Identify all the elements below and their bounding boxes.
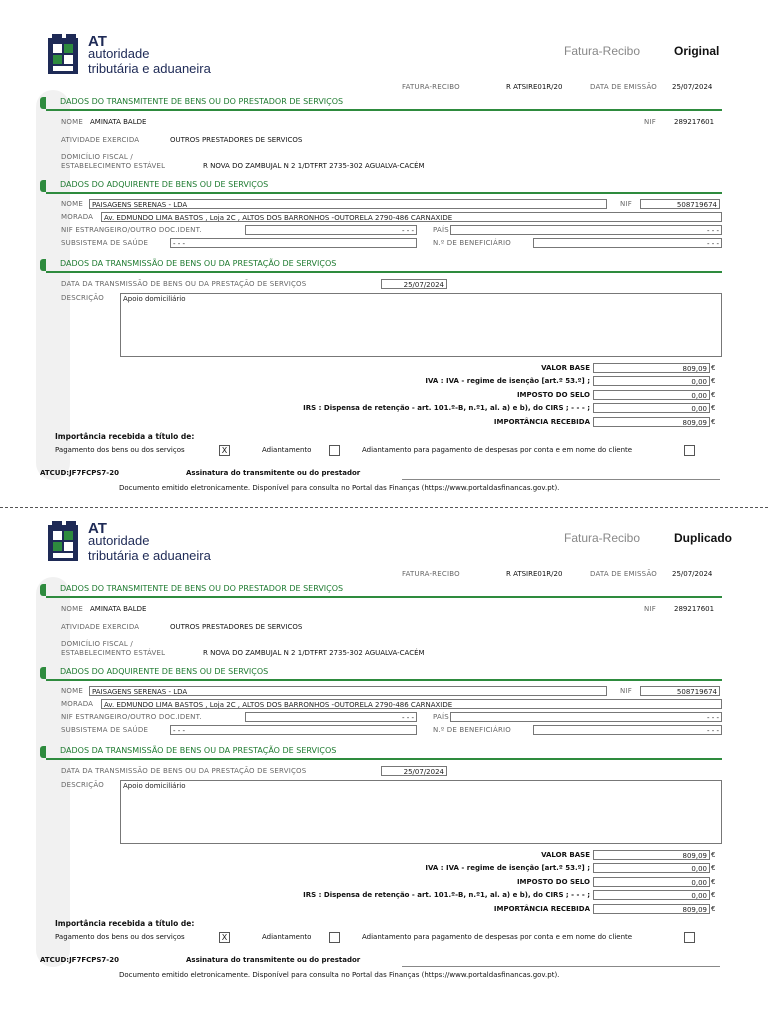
section-rule [46,758,722,760]
foreign-nif-label: NIF ESTRANGEIRO/OUTRO DOC.IDENT. [61,713,202,721]
activity-value: OUTROS PRESTADORES DE SERVICOS [170,623,303,631]
description-field: Apoio domiciliário [120,293,722,357]
logo-line-2: tributária e aduaneira [88,61,211,76]
beneficiary-label: N.º DE BENEFICIÁRIO [433,239,511,247]
currency-symbol: € [711,404,716,412]
buyer-nif-field: 508719674 [640,199,720,209]
transaction-section-header [36,746,722,760]
base-value-label: VALOR BASE [541,851,590,859]
beneficiary-field: - - - [533,238,722,248]
beneficiary-label: N.º DE BENEFICIÁRIO [433,726,511,734]
section-bar [40,97,46,109]
received-amount-field: 809,09 [593,417,710,427]
transaction-section-title: DADOS DA TRANSMISSÃO DE BENS OU DA PRESTAÇÃO DE SERVIÇOS [60,746,337,755]
section-rule [46,192,722,194]
logo-line-2: tributária e aduaneira [88,548,211,563]
goods-payment-label: Pagamento dos bens ou dos serviços [55,446,185,454]
advance-label: Adiantamento [262,933,312,941]
buyer-section-title: DADOS DO ADQUIRENTE DE BENS OU DE SERVIÇOS [60,180,269,189]
country-label: PAÍS [433,713,449,721]
section-bar [40,667,46,679]
currency-symbol: € [711,418,716,426]
document-type-title: Fatura-Recibo [564,531,641,545]
base-value-label: VALOR BASE [541,364,590,372]
vat-field: 0,00 [593,376,710,386]
received-amount-label: IMPORTÂNCIA RECEBIDA [493,905,590,913]
stamp-duty-field: 0,00 [593,877,710,887]
irs-field: 0,00 [593,403,710,413]
buyer-nif-label: NIF [620,200,632,208]
seller-name: AMINATA BALDE [90,118,147,126]
description-label: DESCRIÇÃO [61,781,104,789]
issue-date-label: DATA DE EMISSÃO [590,570,658,578]
foreign-nif-field: - - - [245,712,417,722]
logo-at-text: AT [88,33,107,50]
seller-nif-label: NIF [644,118,656,126]
vat-field: 0,00 [593,863,710,873]
document-number: R ATSIRE01R/20 [506,83,563,91]
description-label: DESCRIÇÃO [61,294,104,302]
health-subsystem-field: - - - [170,238,417,248]
logo-line-1: autoridade [88,46,150,61]
description-field: Apoio domiciliário [120,780,722,844]
electronic-notice: Documento emitido eletronicamente. Disponível para consulta no Portal das Finanças (https://www.portaldasfinancas.gov.pt). [119,484,560,492]
transaction-section-title: DADOS DA TRANSMISSÃO DE BENS OU DA PRESTAÇÃO DE SERVIÇOS [60,259,337,268]
currency-symbol: € [711,905,716,913]
document-type-label: FATURA-RECIBO [402,83,460,91]
foreign-nif-label: NIF ESTRANGEIRO/OUTRO DOC.IDENT. [61,226,202,234]
logo-at-text: AT [88,520,107,537]
logo-line-1: autoridade [88,533,150,548]
country-field: - - - [450,712,722,722]
country-field: - - - [450,225,722,235]
buyer-nif-label: NIF [620,687,632,695]
foreign-nif-field: - - - [245,225,417,235]
signature-line [402,966,720,967]
address-label-line-1: DOMICÍLIO FISCAL / [61,153,133,161]
copy-label: Duplicado [674,531,733,545]
document-type-title: Fatura-Recibo [564,44,641,58]
signature-label: Assinatura do transmitente ou do prestador [186,956,361,964]
goods-payment-label: Pagamento dos bens ou dos serviços [55,933,185,941]
health-subsystem-field: - - - [170,725,417,735]
advance-checkbox[interactable] [329,932,340,943]
at-logo-icon [46,519,82,563]
irs-field: 0,00 [593,890,710,900]
irs-label: IRS : Dispensa de retenção - art. 101.º-B, n.º1, al. a) e b), do CIRS ; - - - ; [303,404,590,412]
currency-symbol: € [711,391,716,399]
seller-section-header [36,584,722,598]
buyer-section-header [36,667,722,681]
atcud-code: ATCUD:JF7FCPS7-20 [40,956,119,964]
goods-payment-checkbox[interactable]: X [219,445,230,456]
buyer-section-title: DADOS DO ADQUIRENTE DE BENS OU DE SERVIÇOS [60,667,269,676]
seller-address: R NOVA DO ZAMBUJAL N 2 1/DTFRT 2735-302 AGUALVA-CACÉM [203,649,425,657]
health-subsystem-label: SUBSISTEMA DE SAÚDE [61,726,149,734]
goods-payment-checkbox[interactable]: X [219,932,230,943]
currency-symbol: € [711,878,716,886]
payment-title: Importância recebida a título de: [55,919,195,928]
seller-nif: 289217601 [674,118,715,126]
section-rule [46,679,722,681]
section-bar [40,746,46,758]
activity-value: OUTROS PRESTADORES DE SERVICOS [170,136,303,144]
invoice-copy [0,487,768,987]
beneficiary-field: - - - [533,725,722,735]
signature-label: Assinatura do transmitente ou do prestador [186,469,361,477]
signature-line [402,479,720,480]
section-rule [46,596,722,598]
copy-label: Original [674,44,720,58]
section-rule [46,271,722,273]
buyer-name-field: PAISAGENS SERENAS - LDA [89,199,607,209]
issue-date-label: DATA DE EMISSÃO [590,83,658,91]
section-bar [40,180,46,192]
currency-symbol: € [711,891,716,899]
atcud-code: ATCUD:JF7FCPS7-20 [40,469,119,477]
seller-address: R NOVA DO ZAMBUJAL N 2 1/DTFRT 2735-302 AGUALVA-CACÉM [203,162,425,170]
base-value-field: 809,09 [593,850,710,860]
advance-checkbox[interactable] [329,445,340,456]
seller-name-label: NOME [61,118,84,126]
vat-label: IVA : IVA - regime de isenção [art.º 53.º] ; [425,864,590,872]
currency-symbol: € [711,864,716,872]
irs-label: IRS : Dispensa de retenção - art. 101.º-B, n.º1, al. a) e b), do CIRS ; - - - ; [303,891,590,899]
seller-nif: 289217601 [674,605,715,613]
activity-label: ATIVIDADE EXERCIDA [61,136,140,144]
electronic-notice: Documento emitido eletronicamente. Disponível para consulta no Portal das Finanças (https://www.portaldasfinancas.gov.pt). [119,971,560,979]
invoice-copy [0,0,768,500]
transaction-date-label: DATA DA TRANSMISSÃO DE BENS OU DA PRESTAÇÃO DE SERVIÇOS [61,767,307,775]
expenses-advance-checkbox[interactable] [684,445,695,456]
health-subsystem-label: SUBSISTEMA DE SAÚDE [61,239,149,247]
document-type-label: FATURA-RECIBO [402,570,460,578]
seller-name-label: NOME [61,605,84,613]
country-label: PAÍS [433,226,449,234]
seller-section-title: DADOS DO TRANSMITENTE DE BENS OU DO PRESTADOR DE SERVIÇOS [60,97,344,106]
activity-label: ATIVIDADE EXERCIDA [61,623,140,631]
payment-title: Importância recebida a título de: [55,432,195,441]
base-value-field: 809,09 [593,363,710,373]
section-bar [40,584,46,596]
stamp-duty-field: 0,00 [593,390,710,400]
buyer-name-label: NOME [61,200,84,208]
advance-label: Adiantamento [262,446,312,454]
buyer-address-label: MORADA [61,213,94,221]
issue-date: 25/07/2024 [672,83,713,91]
buyer-section-header [36,180,722,194]
buyer-name-field: PAISAGENS SERENAS - LDA [89,686,607,696]
currency-symbol: € [711,851,716,859]
transaction-date-label: DATA DA TRANSMISSÃO DE BENS OU DA PRESTAÇÃO DE SERVIÇOS [61,280,307,288]
expenses-advance-label: Adiantamento para pagamento de despesas por conta e em nome do cliente [362,446,633,454]
document-number: R ATSIRE01R/20 [506,570,563,578]
stamp-duty-label: IMPOSTO DO SELO [516,878,590,886]
address-label-line-2: ESTABELECIMENTO ESTÁVEL [61,649,166,657]
issue-date: 25/07/2024 [672,570,713,578]
currency-symbol: € [711,377,716,385]
seller-section-title: DADOS DO TRANSMITENTE DE BENS OU DO PRESTADOR DE SERVIÇOS [60,584,344,593]
buyer-address-label: MORADA [61,700,94,708]
section-rule [46,109,722,111]
seller-name: AMINATA BALDE [90,605,147,613]
received-amount-label: IMPORTÂNCIA RECEBIDA [493,418,590,426]
currency-symbol: € [711,364,716,372]
expenses-advance-label: Adiantamento para pagamento de despesas por conta e em nome do cliente [362,933,633,941]
address-label-line-1: DOMICÍLIO FISCAL / [61,640,133,648]
buyer-address-field: Av. EDMUNDO LIMA BASTOS , Loja 2C , ALTOS DOS BARRONHOS -OUTORELA 2790-486 CARNAXIDE [101,699,722,709]
transaction-date-field: 25/07/2024 [381,766,447,776]
section-bar [40,259,46,271]
buyer-address-field: Av. EDMUNDO LIMA BASTOS , Loja 2C , ALTOS DOS BARRONHOS -OUTORELA 2790-486 CARNAXIDE [101,212,722,222]
buyer-nif-field: 508719674 [640,686,720,696]
vat-label: IVA : IVA - regime de isenção [art.º 53.º] ; [425,377,590,385]
transaction-section-header [36,259,722,273]
seller-nif-label: NIF [644,605,656,613]
address-label-line-2: ESTABELECIMENTO ESTÁVEL [61,162,166,170]
stamp-duty-label: IMPOSTO DO SELO [516,391,590,399]
expenses-advance-checkbox[interactable] [684,932,695,943]
at-logo-icon [46,32,82,76]
received-amount-field: 809,09 [593,904,710,914]
seller-section-header [36,97,722,111]
transaction-date-field: 25/07/2024 [381,279,447,289]
buyer-name-label: NOME [61,687,84,695]
